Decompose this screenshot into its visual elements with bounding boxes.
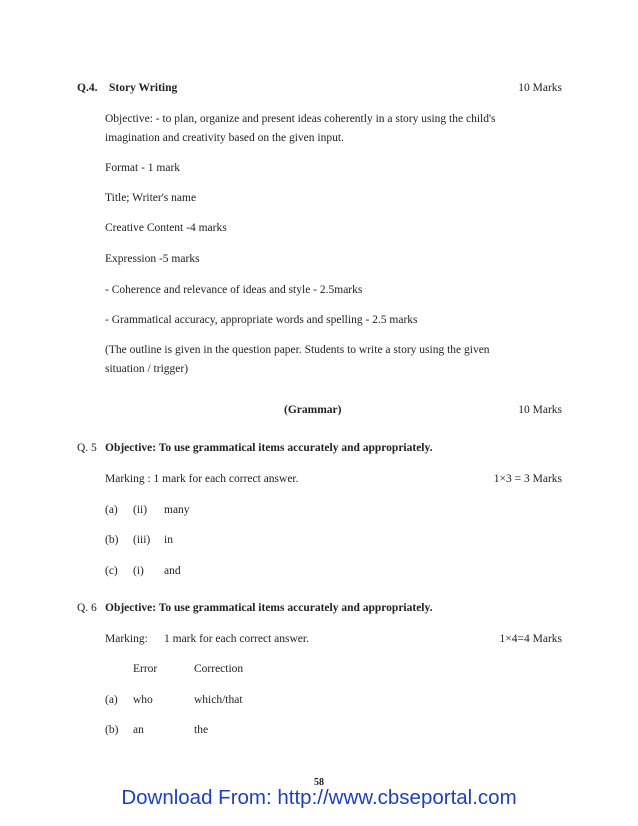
q5-marks: 1×3 = 3 Marks: [493, 473, 562, 485]
q5-marking: Marking : 1 mark for each correct answer.: [105, 473, 299, 485]
q4-objective-line1: Objective: - to plan, organize and present ideas coherently in a story using the child's: [105, 113, 496, 125]
q6-objective: Objective: To use grammatical items accurately and appropriately.: [105, 602, 433, 614]
q6-row-correction: which/that: [194, 694, 243, 706]
download-link[interactable]: Download From: http://www.cbseportal.com: [121, 786, 517, 809]
q4-format: Format - 1 mark: [105, 162, 181, 174]
q5-answer-word: many: [164, 504, 190, 516]
q5-answer-letter: (a): [105, 504, 118, 516]
q5-answer-word: in: [164, 534, 173, 546]
q6-row-error: who: [133, 694, 153, 706]
q4-label: Q.4.: [77, 82, 98, 94]
q4-outline-line1: (The outline is given in the question paper. Students to write a story using the given: [105, 344, 490, 356]
q5-objective: Objective: To use grammatical items accurately and appropriately.: [105, 442, 433, 454]
q5-answer-letter: (b): [105, 534, 119, 546]
q6-marking-text: 1 mark for each correct answer.: [164, 633, 309, 645]
q6-row-letter: (a): [105, 694, 118, 706]
q4-title-line: Title; Writer's name: [105, 192, 197, 204]
q5-answer-option: (iii): [133, 534, 151, 546]
q6-label: Q. 6: [77, 602, 97, 614]
page-number: 58: [314, 777, 324, 788]
q4-grammar-accuracy: - Grammatical accuracy, appropriate words and spelling - 2.5 marks: [105, 314, 418, 326]
q4-title: Story Writing: [109, 82, 178, 94]
q4-objective-line2: imagination and creativity based on the given input.: [105, 132, 344, 144]
q5-answer-option: (ii): [133, 504, 148, 516]
q5-label: Q. 5: [77, 442, 97, 454]
q4-expression: Expression -5 marks: [105, 253, 200, 265]
q5-answer-letter: (c): [105, 565, 118, 577]
q4-marks: 10 Marks: [518, 82, 562, 94]
q6-col-correction: Correction: [194, 663, 244, 675]
q4-creative: Creative Content -4 marks: [105, 222, 227, 234]
q6-col-error: Error: [133, 663, 158, 675]
q6-row-letter: (b): [105, 724, 119, 736]
q6-row-error: an: [133, 724, 144, 736]
q4-coherence: - Coherence and relevance of ideas and style - 2.5marks: [105, 284, 363, 296]
q4-outline-line2: situation / trigger): [105, 363, 189, 375]
q6-marking-label: Marking:: [105, 633, 148, 645]
grammar-marks: 10 Marks: [518, 404, 562, 416]
q6-row-correction: the: [194, 724, 209, 736]
q6-marks: 1×4=4 Marks: [499, 633, 562, 645]
q5-answer-word: and: [164, 565, 181, 577]
grammar-heading: (Grammar): [284, 404, 342, 416]
q5-answer-option: (i): [133, 565, 144, 577]
